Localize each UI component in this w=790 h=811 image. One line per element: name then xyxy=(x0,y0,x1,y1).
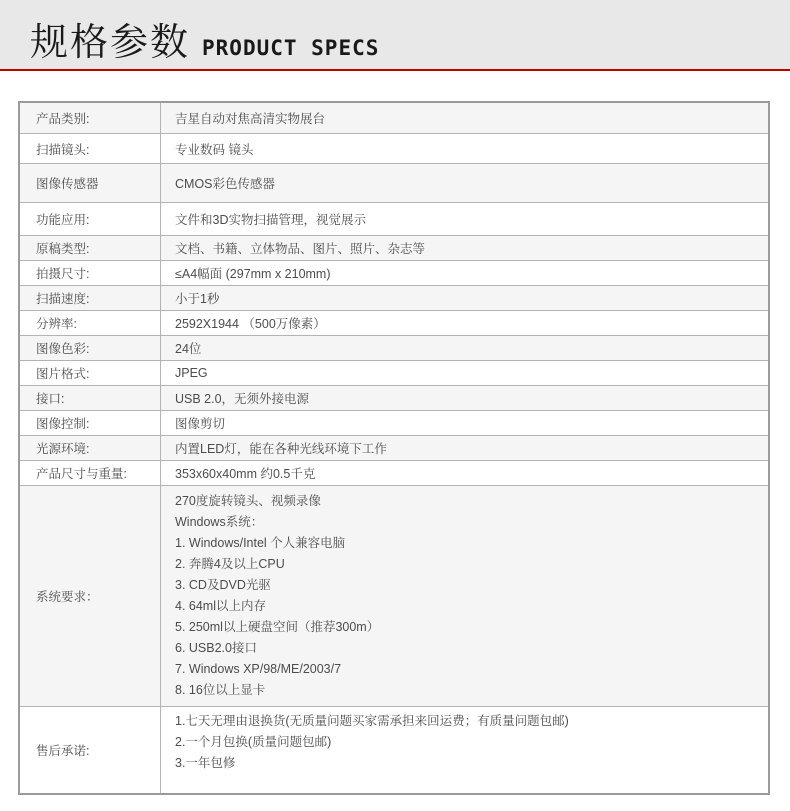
spec-row-scan-lens xyxy=(20,134,768,164)
spec-label: 产品尺寸与重量: xyxy=(20,461,161,485)
spec-row-light-source xyxy=(20,436,768,461)
spec-label: 系统要求： xyxy=(20,486,161,706)
spec-label: 图像色彩: xyxy=(20,336,161,360)
spec-value: 吉星自动对焦高清实物展台 xyxy=(175,112,326,126)
spec-value-line: 6. USB2.0接口 xyxy=(175,641,257,655)
spec-row-after-sales xyxy=(20,707,768,793)
spec-label: 扫描镜头: xyxy=(20,134,161,163)
specs-table xyxy=(18,101,770,795)
spec-row-product-category xyxy=(20,103,768,134)
spec-value: 2592X1944 （500万像素） xyxy=(175,317,326,331)
spec-value: 353x60x40mm 约0.5千克 xyxy=(175,467,316,481)
spec-row-image-sensor xyxy=(20,164,768,203)
spec-row-size-weight xyxy=(20,461,768,486)
spec-value-line: 2. 奔腾4及以上CPU xyxy=(175,557,285,571)
spec-value-line: 2.一个月包换(质量问题包邮) xyxy=(175,735,332,749)
spec-row-original-types xyxy=(20,236,768,261)
spec-label: 图片格式: xyxy=(20,361,161,385)
spec-label: 原稿类型: xyxy=(20,236,161,260)
spec-value: 24位 xyxy=(175,342,202,356)
spec-value-line: 8. 16位以上显卡 xyxy=(175,683,266,697)
spec-value: 专业数码 镜头 xyxy=(175,142,254,157)
spec-label: 扫描速度: xyxy=(20,286,161,310)
spec-label: 功能应用: xyxy=(20,203,161,235)
spec-value: 图像剪切 xyxy=(175,417,226,431)
spec-value-line: 1. Windows/Intel 个人兼容电脑 xyxy=(175,536,346,550)
spec-row-functions xyxy=(20,203,768,236)
spec-label: 产品类别: xyxy=(20,103,161,133)
spec-label: 图像传感器 xyxy=(20,164,161,202)
spec-value-line: 4. 64ml以上内存 xyxy=(175,599,266,613)
spec-value: JPEG xyxy=(175,366,208,380)
spec-row-interface xyxy=(20,386,768,411)
spec-row-system-requirements xyxy=(20,486,768,707)
spec-value: 小于1秒 xyxy=(175,292,220,306)
spec-value-line: 5. 250ml以上硬盘空间（推荐300m） xyxy=(175,620,380,634)
spec-row-shoot-size xyxy=(20,261,768,286)
spec-value: 文件和3D实物扫描管理，视觉展示 xyxy=(175,213,366,227)
spec-label: 拍摄尺寸: xyxy=(20,261,161,285)
spec-value-line: 1.七天无理由退换货(无质量问题买家需承担来回运费；有质量问题包邮) xyxy=(175,714,569,728)
spec-value-line: 3.一年包修 xyxy=(175,756,236,770)
spec-value xyxy=(161,486,768,706)
accent-divider xyxy=(0,69,790,71)
spec-value: ≤A4幅面 (297mm x 210mm) xyxy=(175,267,331,281)
section-header xyxy=(0,0,790,69)
spec-row-scan-speed xyxy=(20,286,768,311)
spec-value: CMOS彩色传感器 xyxy=(175,177,276,191)
spec-value: 内置LED灯，能在各种光线环境下工作 xyxy=(175,442,387,456)
page-title: 规格参数 xyxy=(30,22,191,64)
spec-value: 文档、书籍、立体物品、图片、照片、杂志等 xyxy=(175,242,426,256)
spec-row-image-control xyxy=(20,411,768,436)
spec-row-color-depth xyxy=(20,336,768,361)
spec-label: 售后承诺: xyxy=(20,707,161,793)
spec-value-line: 7. Windows XP/98/ME/2003/7 xyxy=(175,662,342,676)
section-title xyxy=(30,24,379,62)
spec-value-line: Windows系统： xyxy=(175,515,264,529)
spec-value: USB 2.0，无须外接电源 xyxy=(175,392,310,406)
spec-row-resolution xyxy=(20,311,768,336)
page-subtitle: PRODUCT SPECS xyxy=(202,36,380,60)
spec-label: 接口: xyxy=(20,386,161,410)
spec-value-line: 270度旋转镜头、视频录像 xyxy=(175,494,321,508)
spec-value xyxy=(161,707,768,793)
spec-row-image-format xyxy=(20,361,768,386)
spec-value-line: 3. CD及DVD光驱 xyxy=(175,578,271,592)
spec-label: 光源环境: xyxy=(20,436,161,460)
spec-label: 图像控制: xyxy=(20,411,161,435)
spec-label: 分辨率: xyxy=(20,311,161,335)
